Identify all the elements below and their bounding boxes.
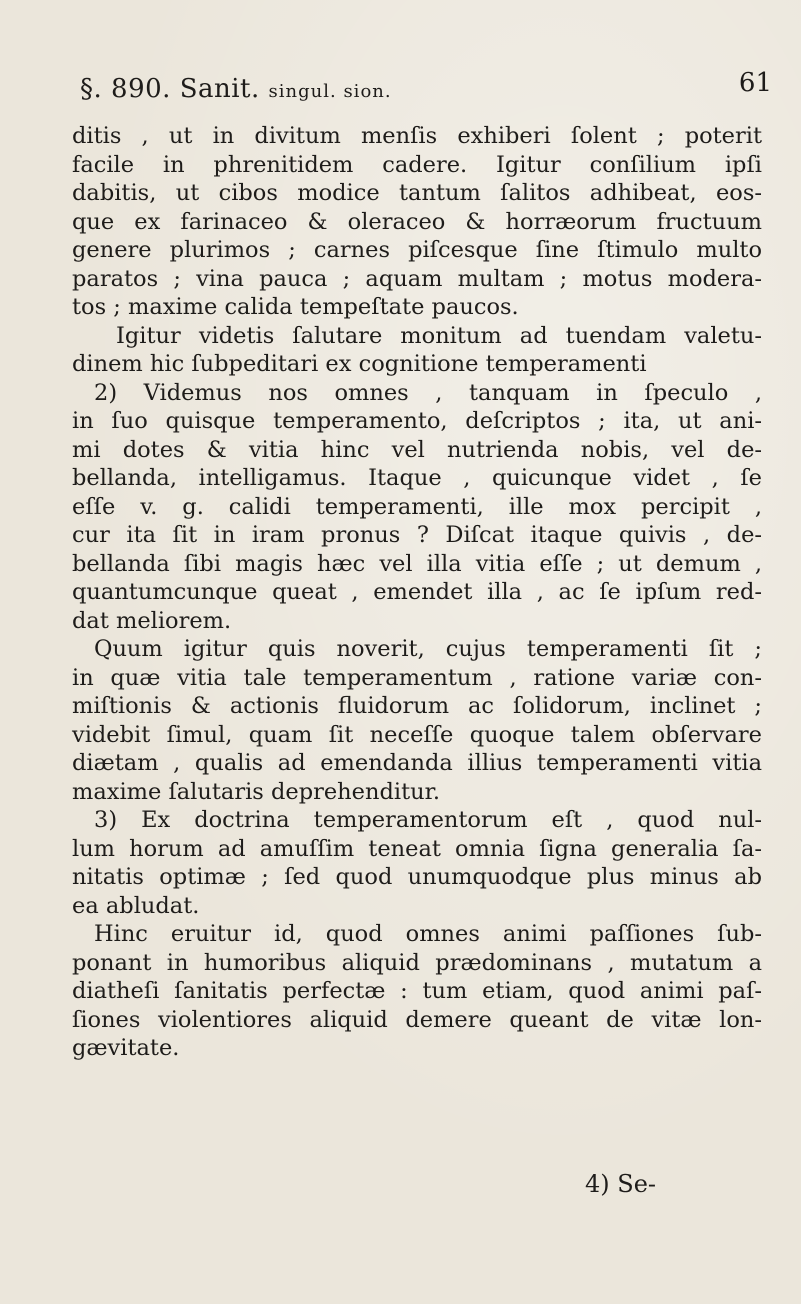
text-line: Quum igitur quis noverit, cujus temperamenti ſit ; [94, 636, 762, 662]
title-small: singul. sion. [268, 81, 392, 102]
text-line: 2) Videmus nos omnes , tanquam in ſpeculo , [94, 379, 762, 406]
text-line: miſtionis & actionis fluidorum ac ſolidorum, inclinet ; [72, 693, 762, 719]
text-line: 3) Ex doctrina temperamentorum eſt , quod nul- [94, 807, 762, 833]
text-line: dinem hic ſubpeditari ex cognitione temperamenti [72, 351, 647, 377]
text-line: cur ita ſit in iram pronus ? Diſcat itaque quivis , de- [72, 522, 762, 548]
catchword: 4) Se- [585, 1170, 657, 1198]
running-title [80, 74, 392, 104]
text-line: lum horum ad amuſſim teneat omnia ſigna generalia ſa- [72, 835, 762, 862]
text-line: videbit ſimul, quam ſit neceſſe quoque talem obſervare [72, 721, 762, 748]
running-header [80, 68, 780, 108]
text-line: bellanda, intelligamus. Itaque , quicunque videt , ſe [72, 465, 762, 491]
text-line: eſſe v. g. calidi temperamenti, ille mox percipit , [72, 493, 762, 520]
text-line: ea abludat. [72, 892, 200, 919]
text-line: quantumcunque queat , emendet illa , ac ſe ipſum red- [72, 579, 762, 605]
text-line: dat meliorem. [72, 607, 232, 634]
text-line: Igitur videtis ſalutare monitum ad tuendam valetu- [116, 322, 762, 349]
text-line: ſiones violentiores aliquid demere queant de vitæ lon- [72, 1006, 762, 1033]
text-line: ditis , ut in divitum menſis exhiberi ſolent ; poterit [72, 123, 762, 149]
text-line: mi dotes & vitia hinc vel nutrienda nobis, vel de- [72, 436, 762, 463]
text-line: gævitate. [72, 1035, 180, 1061]
page-number: 61 [738, 68, 772, 98]
text-line: maxime ſalutaris deprehenditur. [72, 778, 441, 805]
text-line: Hinc eruitur id, quod omnes animi paſſiones ſub- [94, 921, 762, 947]
text-line: diatheſi ſanitatis perfectæ : tum etiam, quod animi paſ- [72, 978, 762, 1004]
title-main: Sanit. [179, 74, 260, 104]
text-line: tos ; maxime calida tempeſtate paucos. [72, 294, 519, 320]
text-line: paratos ; vina pauca ; aquam multam ; motus modera- [72, 265, 762, 292]
text-line: in ſuo quisque temperamento, deſcriptos ; ita, ut ani- [72, 408, 762, 434]
text-line: diætam , qualis ad emendanda illius temperamenti vitia [72, 750, 762, 776]
text-line: ponant in humoribus aliquid prædominans , mutatum a [72, 949, 762, 976]
section-number: §. 890. [80, 74, 171, 104]
text-line: bellanda ſibi magis hæc vel illa vitia eſſe ; ut demum , [72, 550, 762, 577]
body-text [72, 122, 762, 1063]
text-line: nitatis optimæ ; ſed quod unumquodque plus minus ab [72, 864, 762, 890]
text-line: dabitis, ut cibos modice tantum ſalitos adhibeat, eos- [72, 180, 762, 206]
text-line: genere plurimos ; carnes piſcesque ſine ſtimulo multo [72, 237, 762, 263]
text-line: que ex farinaceo & oleraceo & horræorum fructuum [72, 208, 762, 235]
text-line: in quæ vitia tale temperamentum , ratione variæ con- [72, 664, 762, 691]
text-line: facile in phrenitidem cadere. Igitur conſilium ipſi [72, 151, 762, 178]
